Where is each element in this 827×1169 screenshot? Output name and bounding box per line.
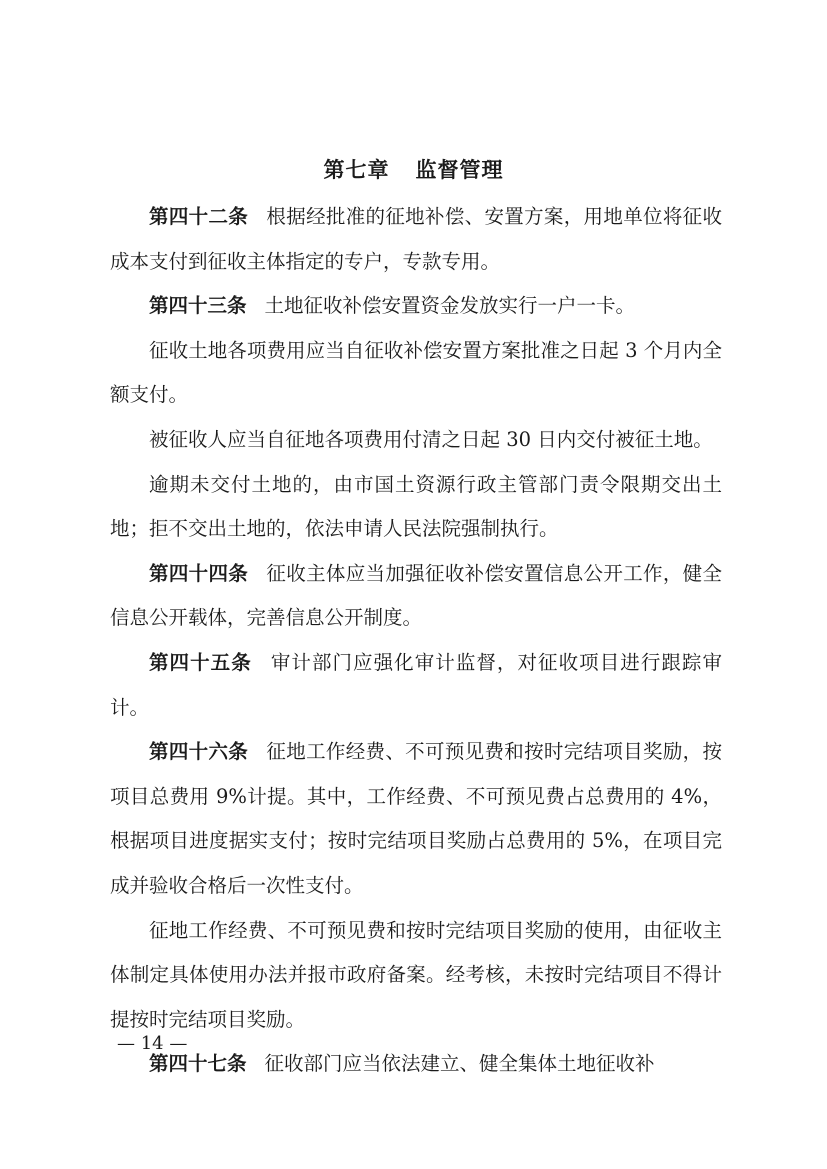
paragraph: [110, 329, 722, 418]
paragraph-text: 征收主体应当加强征收补偿安置信息公开工作，健全信息公开载体，完善信息公开制度。: [110, 561, 722, 630]
paragraph: [110, 641, 722, 730]
paragraph-text: 土地征收补偿安置资金发放实行一户一卡。: [264, 294, 636, 318]
paragraph: [110, 552, 722, 641]
paragraph: [110, 463, 722, 552]
paragraph: [110, 909, 722, 1043]
article-number: 第四十七条: [149, 1052, 247, 1076]
paragraph-text: 被征收人应当自征地各项费用付清之日起 30 日内交付被征土地。: [149, 427, 713, 451]
chapter-number: 第七章: [323, 158, 390, 182]
chapter-title: 监督管理: [415, 158, 504, 182]
article-number: 第四十四条: [149, 561, 249, 585]
paragraph: [110, 1042, 722, 1087]
paragraph-text: 逾期未交付土地的，由市国土资源行政主管部门责令限期交出土地；拒不交出土地的，依法申请人民法院强制执行。: [110, 472, 722, 541]
chapter-heading: [0, 154, 827, 186]
article-number: 第四十二条: [149, 205, 249, 228]
paragraph: [110, 418, 722, 463]
article-number: 第四十六条: [149, 740, 249, 764]
paragraph-text: 审计部门应强化审计监督，对征收项目进行跟踪审计。: [110, 650, 722, 719]
article-number: 第四十三条: [149, 294, 247, 318]
article-number: 第四十五条: [149, 650, 252, 674]
chapter-body: [110, 195, 722, 1087]
paragraph: [110, 730, 722, 908]
paragraph-text: 征收部门应当依法建立、健全集体土地征收补: [264, 1052, 655, 1076]
paragraph-text: 根据经批准的征地补偿、安置方案，用地单位将征收成本支付到征收主体指定的专户，专款专用。: [110, 205, 722, 273]
paragraph: [110, 284, 722, 329]
page-number: — 14 —: [117, 1033, 188, 1054]
paragraph-text: 征收土地各项费用应当自征收补偿安置方案批准之日起 3 个月内全额支付。: [110, 338, 722, 407]
paragraph-text: 征地工作经费、不可预见费和按时完结项目奖励的使用，由征收主体制定具体使用办法并报市政府备案。经考核，未按时完结项目不得计提按时完结项目奖励。: [110, 918, 722, 1031]
paragraph-text: 征地工作经费、不可预见费和按时完结项目奖励，按项目总费用 9%计提。其中，工作经费、不可预见费占总费用的 4%，根据项目进度据实支付；按时完结项目奖励占总费用的 5%，在项目完成并验收合格后一次性支付。: [110, 740, 722, 897]
paragraph: [110, 195, 722, 284]
